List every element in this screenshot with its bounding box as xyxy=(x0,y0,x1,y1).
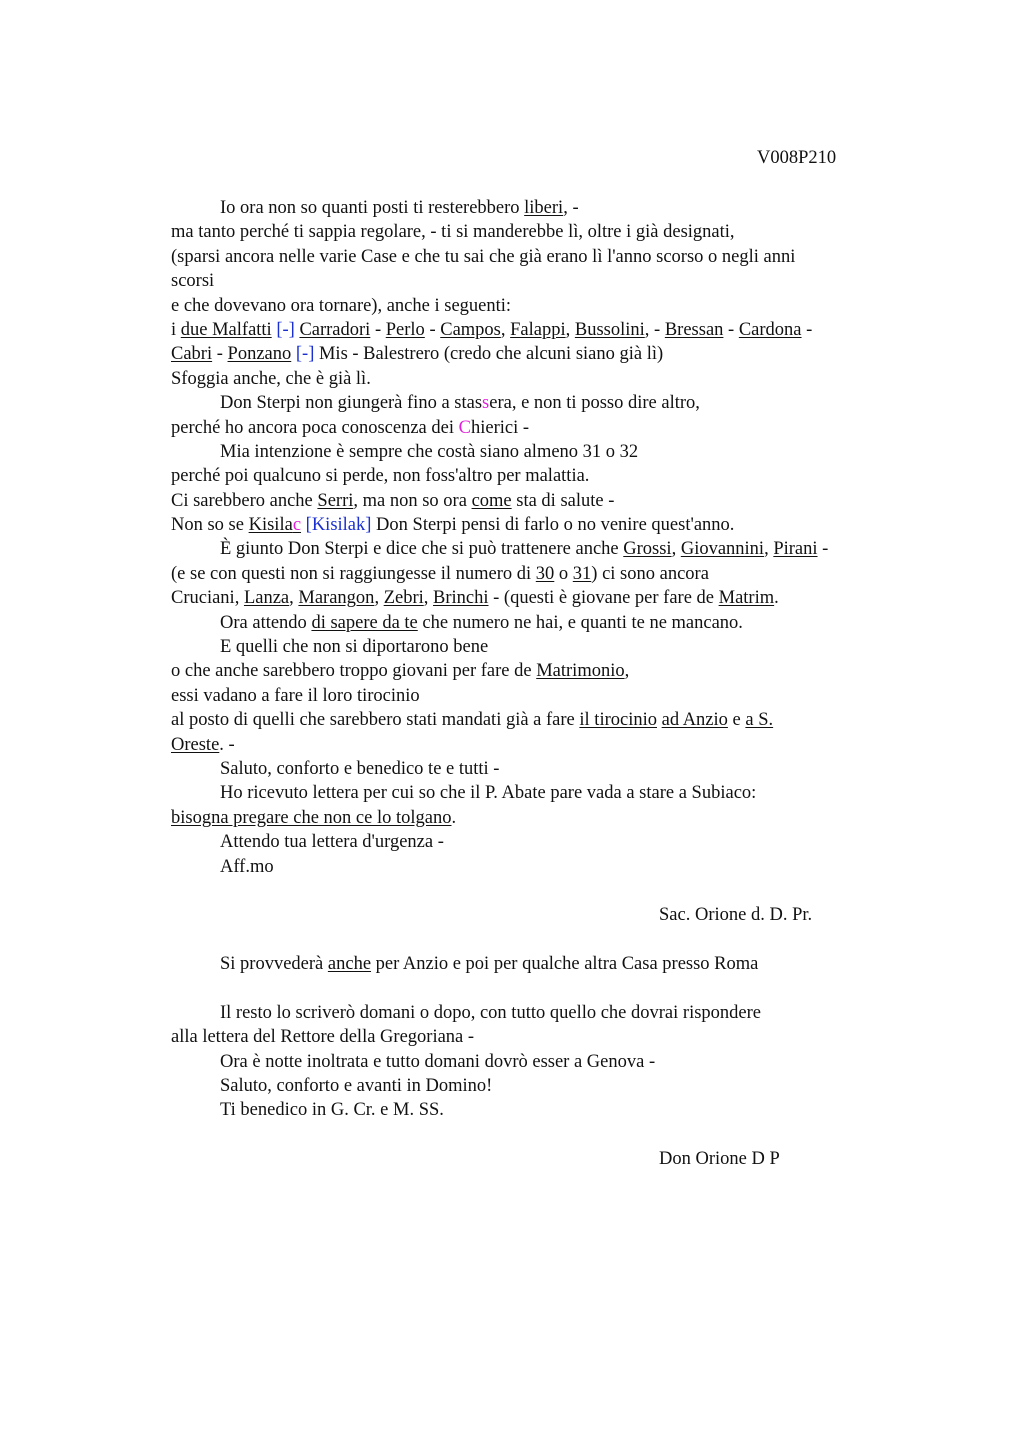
underlined-name: Lanza xyxy=(243,588,290,609)
text-run: o xyxy=(554,563,573,584)
signature-line: Sac. Orione d. D. Pr. xyxy=(659,905,813,926)
text-line: ma tanto perché ti sappia regolare, - ti si manderebbe lì, oltre i già designati, xyxy=(171,222,735,243)
text-run: , xyxy=(671,539,681,560)
text-run: , xyxy=(289,588,299,609)
text-run: , xyxy=(374,588,384,609)
underlined-name: Ponzano xyxy=(227,344,292,365)
text-run: . xyxy=(774,588,779,609)
text-line xyxy=(171,611,901,635)
text-line xyxy=(171,733,901,757)
text-run: , xyxy=(423,588,433,609)
text-run: Cruciani, xyxy=(171,588,244,609)
underlined-name: Carradori xyxy=(299,319,371,340)
underlined-name: due Malfatti xyxy=(180,319,272,340)
text-run: Kisila xyxy=(248,515,293,536)
text-run: Non so se xyxy=(171,515,249,536)
underlined-name: Falappi xyxy=(510,319,566,340)
text-line xyxy=(171,391,901,415)
underlined-name: Bressan xyxy=(664,319,724,340)
text-line xyxy=(171,708,901,732)
text-run: , - xyxy=(644,319,665,340)
signature-line: Don Orione D P xyxy=(659,1149,780,1170)
text-run: - xyxy=(424,319,441,340)
text-run: Io ora non so quanti posti ti resterebbero xyxy=(220,198,525,218)
text-line xyxy=(171,513,901,537)
text-run: - xyxy=(370,319,386,340)
text-line: perché poi qualcuno si perde, non foss'altro per malattia. xyxy=(171,466,590,487)
text-run: . xyxy=(451,807,457,828)
text-run: hierici - xyxy=(470,417,530,438)
underlined-word: Matrimonio xyxy=(536,661,625,682)
text-run: - xyxy=(212,344,228,365)
text-run: È giunto Don Sterpi e dice che si può trattenere anche xyxy=(220,539,624,560)
text-line: E quelli che non si diportarono bene xyxy=(220,637,489,658)
blank-line xyxy=(171,928,901,952)
text-run: Don Sterpi non giungerà fino a stas xyxy=(220,393,483,414)
underlined-name: Brinchi xyxy=(433,588,489,609)
text-run: , xyxy=(624,661,630,682)
text-run: Ora attendo xyxy=(220,612,312,633)
text-line: Attendo tua lettera d'urgenza - xyxy=(220,832,444,853)
document-reference: V008P210 xyxy=(757,148,837,168)
corrected-letter: s xyxy=(482,393,490,414)
underlined-phrase: Oreste xyxy=(171,734,220,755)
text-run: che numero ne hai, e quanti te ne mancano. xyxy=(417,612,743,633)
text-line xyxy=(171,489,901,513)
text-run: per Anzio e poi per qualche altra Casa presso Roma xyxy=(371,954,759,975)
underlined-name: Serri xyxy=(317,490,354,511)
text-run: perché ho ancora poca conoscenza dei xyxy=(171,417,459,438)
text-run: sta di salute - xyxy=(511,490,615,511)
editorial-mark: [Kisilak] xyxy=(305,515,372,536)
text-line: Ho ricevuto lettera per cui so che il P. Abate pare vada a stare a Subiaco: xyxy=(220,783,757,804)
text-line: (sparsi ancora nelle varie Case e che tu sai che già erano lì l'anno scorso o negli anni xyxy=(171,246,796,267)
underlined-name: Grossi xyxy=(623,539,672,560)
underlined-name: Perlo xyxy=(385,319,425,340)
text-line: Sfoggia anche, che è già lì. xyxy=(171,368,371,389)
text-line xyxy=(171,806,901,830)
underlined-name: Bussolini xyxy=(574,319,645,340)
text-line: Il resto lo scriverò domani o dopo, con tutto quello che dovrai rispondere xyxy=(220,1002,761,1023)
underlined-name: Cardona xyxy=(738,319,802,340)
corrected-letter: c xyxy=(292,515,302,536)
underlined-name: Campos xyxy=(440,319,501,340)
text-run: , ma non so ora xyxy=(353,490,472,511)
text-run: Si provvederà xyxy=(220,954,328,975)
text-line xyxy=(171,659,901,683)
text-run: , xyxy=(565,319,575,340)
text-run: ) ci sono ancora xyxy=(591,563,709,584)
text-run: e xyxy=(727,710,746,731)
underlined-phrase: bisogna pregare che non ce lo tolgano xyxy=(171,807,452,828)
underlined-phrase: ad Anzio xyxy=(661,710,728,731)
text-run: . - xyxy=(219,734,235,755)
text-run: Mis - Balestrero (credo che alcuni siano già lì) xyxy=(314,344,664,365)
text-run: o che anche sarebbero troppo giovani per fare de xyxy=(171,661,537,682)
underlined-name: Giovannini xyxy=(680,539,765,560)
text-run: Don Sterpi pensi di farlo o no venire quest'anno. xyxy=(371,515,735,536)
text-line: Saluto, conforto e avanti in Domino! xyxy=(220,1076,493,1097)
corrected-letter: C xyxy=(458,417,471,438)
underlined-phrase: di sapere da te xyxy=(311,612,418,633)
underlined-phrase: il tirocinio xyxy=(579,710,657,731)
underlined-name: Cabri xyxy=(171,344,213,365)
text-line xyxy=(171,537,901,561)
editorial-mark: [-] xyxy=(276,319,295,340)
text-run: (e se con questi non si raggiungesse il numero di xyxy=(171,563,536,584)
text-line: Ti benedico in G. Cr. e M. SS. xyxy=(220,1100,444,1121)
text-line: Saluto, conforto e benedico te e tutti - xyxy=(220,758,500,779)
text-run: - (questi è giovane per fare de xyxy=(488,588,719,609)
text-line xyxy=(171,586,901,610)
text-line xyxy=(171,952,901,976)
text-line: alla lettera del Rettore della Gregoriana - xyxy=(171,1027,475,1048)
text-line xyxy=(171,342,901,366)
text-line xyxy=(171,416,901,440)
underlined-phrase: a S. xyxy=(745,710,774,731)
underlined-name: Marangon xyxy=(298,588,375,609)
text-run: , - xyxy=(563,198,579,218)
text-line: essi vadano a fare il loro tirocinio xyxy=(171,685,420,706)
text-line xyxy=(171,196,901,220)
text-run: , xyxy=(764,539,774,560)
text-line: Aff.mo xyxy=(220,856,274,877)
text-run: , xyxy=(500,319,511,340)
editorial-mark: [-] xyxy=(295,344,315,365)
text-run: Ci sarebbero anche xyxy=(171,490,318,511)
text-run: - xyxy=(723,319,739,340)
underlined-number: 30 xyxy=(535,563,555,584)
underlined-number: 31 xyxy=(572,563,592,584)
blank-line xyxy=(171,879,901,903)
text-run: al posto di quelli che sarebbero stati mandati già a fare xyxy=(171,710,580,731)
text-line: e che dovevano ora tornare), anche i seguenti: xyxy=(171,295,512,316)
blank-line xyxy=(171,1123,901,1147)
text-line: scorsi xyxy=(171,271,215,292)
underlined-word: anche xyxy=(327,954,372,975)
underlined-word: Matrim xyxy=(718,588,775,609)
text-line: Ora è notte inoltrata e tutto domani dovrò esser a Genova - xyxy=(220,1051,656,1072)
text-line xyxy=(171,562,901,586)
underlined-name xyxy=(249,515,301,535)
text-line: Mia intenzione è sempre che costà siano almeno 31 o 32 xyxy=(220,441,639,462)
letter-body xyxy=(171,196,901,1172)
blank-line xyxy=(171,977,901,1001)
underlined-name: Zebri xyxy=(383,588,424,609)
underlined-word: liberi xyxy=(524,198,564,218)
text-run: - xyxy=(801,319,813,340)
text-run: era, e non ti posso dire altro, xyxy=(489,393,700,414)
underlined-word: come xyxy=(471,490,512,511)
text-run: - xyxy=(817,539,829,560)
text-run: i xyxy=(171,319,181,340)
text-line xyxy=(171,318,901,342)
underlined-name: Pirani xyxy=(773,539,818,560)
